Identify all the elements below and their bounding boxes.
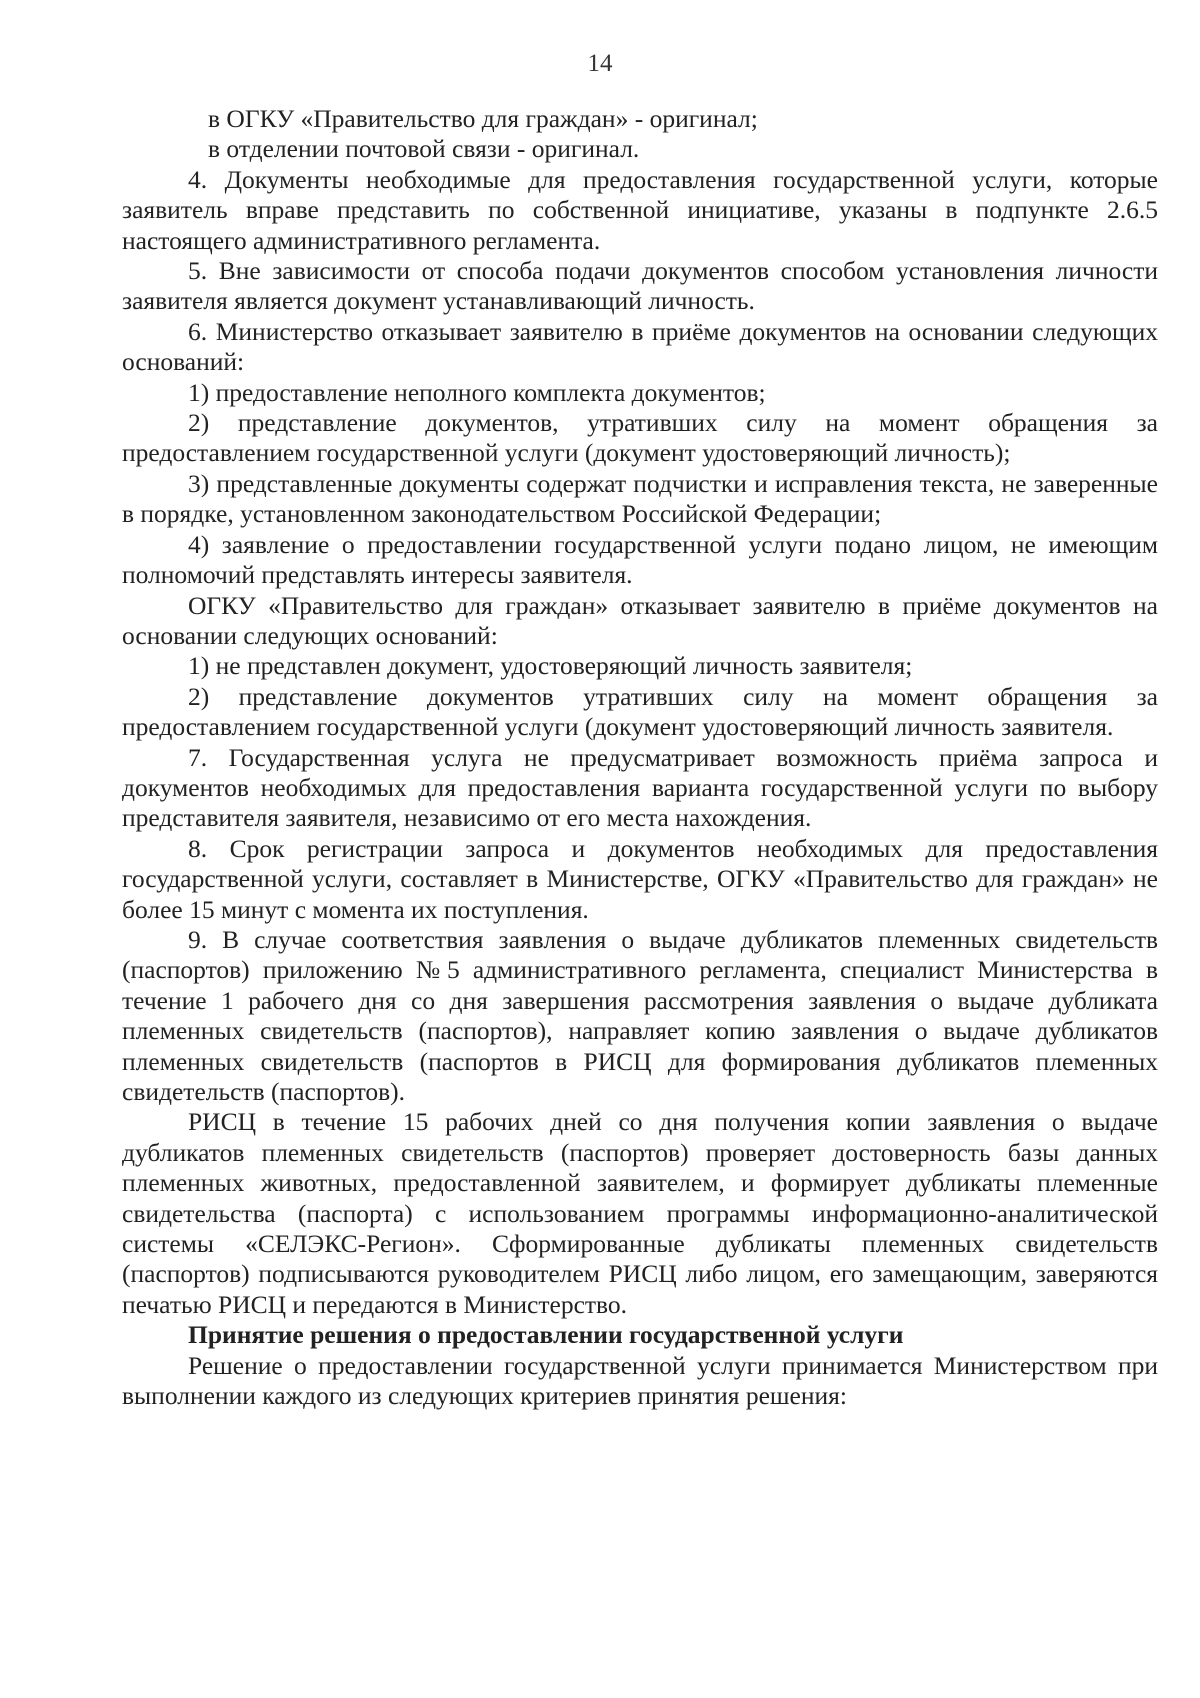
paragraph: 5. Вне зависимости от способа подачи документов способом установления личности заявителя является документ устанавливающий личность.	[122, 256, 1158, 316]
document-body	[122, 104, 1158, 1411]
paragraph: 7. Государственная услуга не предусматривает возможность приёма запроса и документов необходимых для предоставления варианта государственной услуги по выбору представителя заявителя, независимо от его места нахождения.	[122, 742, 1158, 833]
paragraph: 4. Документы необходимые для предоставления государственной услуги, которые заявитель вправе представить по собственной инициативе, указаны в подпункте 2.6.5 настоящего административного регламента.	[122, 164, 1158, 255]
paragraph: 1) предоставление неполного комплекта документов;	[188, 377, 766, 407]
paragraph: РИСЦ в течение 15 рабочих дней со дня получения копии заявления о выдаче дубликатов племенных свидетельств (паспортов) проверяет достоверность базы данных племенных животных, предоставленной заявителем, и формирует дубликаты племенные свидетельства (паспорта) с использованием программы информационно-аналитической системы «СЕЛЭКС-Регион». Сформированные дубликаты племенных свидетельств (паспортов) подписываются руководителем РИСЦ либо лицом, его замещающим, заверяются печатью РИСЦ и передаются в Министерство.	[122, 1107, 1158, 1319]
paragraph: 8. Срок регистрации запроса и документов необходимых для предоставления государственной услуги, составляет в Министерстве, ОГКУ «Правительство для граждан» не более 15 минут с момента их поступления.	[122, 833, 1158, 924]
section-heading: Принятие решения о предоставлении государственной услуги	[188, 1320, 904, 1350]
paragraph: 2) представление документов утративших силу на момент обращения за предоставлением государственной услуги (документ удостоверяющий личность заявителя.	[122, 681, 1158, 742]
paragraph: 3) представленные документы содержат подчистки и исправления текста, не заверенные в порядке, установленном законодательством Российской Федерации;	[122, 468, 1158, 529]
paragraph: 9. В случае соответствия заявления о выдаче дубликатов племенных свидетельств (паспортов) приложению №5 административного регламента, специалист Министерства в течение 1 рабочего дня со дня завершения рассмотрения заявления о выдаче дубликата племенных свидетельств (паспортов), направляет копию заявления о выдаче дубликатов племенных свидетельств (паспортов в РИСЦ для формирования дубликатов племенных свидетельств (паспортов).	[122, 924, 1158, 1106]
paragraph: 4) заявление о предоставлении государственной услуги подано лицом, не имеющим полномочий представлять интересы заявителя.	[122, 529, 1158, 590]
paragraph: 6. Министерство отказывает заявителю в приёме документов на основании следующих оснований:	[122, 316, 1158, 377]
paragraph: в ОГКУ «Правительство для граждан» - оригинал;	[208, 104, 758, 133]
paragraph: Решение о предоставлении государственной услуги принимается Министерством при выполнении каждого из следующих критериев принятия решения:	[122, 1350, 1158, 1411]
paragraph: ОГКУ «Правительство для граждан» отказывает заявителю в приёме документов на основании следующих оснований:	[122, 590, 1158, 650]
paragraph: 2) представление документов, утративших силу на момент обращения за предоставлением государственной услуги (документ удостоверяющий личность);	[122, 408, 1158, 468]
paragraph: в отделении почтовой связи - оригинал.	[208, 134, 640, 164]
page-number: 14	[587, 50, 613, 77]
paragraph: 1) не представлен документ, удостоверяющий личность заявителя;	[188, 651, 913, 681]
